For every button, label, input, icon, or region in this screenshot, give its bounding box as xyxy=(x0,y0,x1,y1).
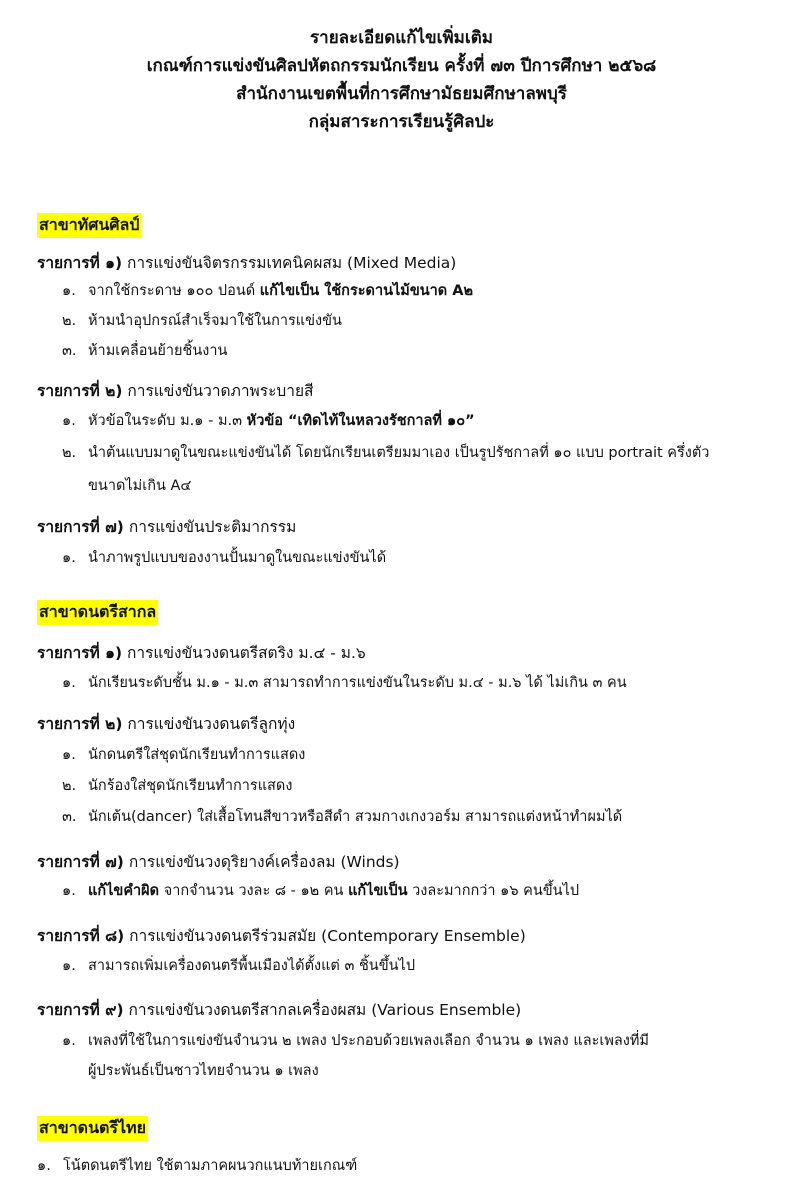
entry-title: การแข่งขันวงดนตรีสตริง ม.๔ - ม.๖ xyxy=(127,644,366,662)
item-text: สามารถเพิ่มเครื่องดนตรีพื้นเมืองได้ตั้งแต่ ๓ ชิ้นขึ้นไป xyxy=(88,958,416,974)
item-text: หัวข้อในระดับ ม.๑ - ม.๓ xyxy=(88,413,247,429)
entry-heading xyxy=(37,713,295,735)
title-line-1: รายละเอียดแก้ไขเพิ่มเติม xyxy=(310,28,493,48)
list-item xyxy=(62,280,473,302)
item-text: ห้ามนำอุปกรณ์สำเร็จมาใช้ในการแข่งขัน xyxy=(88,313,342,329)
item-number: ๑. xyxy=(62,747,76,763)
item-text: จากใช้กระดาษ ๑๐๐ ปอนด์ xyxy=(88,283,260,299)
list-item xyxy=(62,410,475,432)
item-text: วงละมากกว่า ๑๖ คนขึ้นไป xyxy=(407,883,580,899)
item-number: ๑. xyxy=(37,1158,51,1174)
title-line-2: เกณฑ์การแข่งขันศิลปหัตถกรรมนักเรียน ครั้งที่ ๗๓ ปีการศึกษา ๒๕๖๘ xyxy=(146,56,657,76)
item-number: ๑. xyxy=(62,958,76,974)
list-item xyxy=(37,1155,357,1177)
title-line-4: กลุ่มสาระการเรียนรู้ศิลปะ xyxy=(308,112,495,132)
item-emphasis: แก้ไขเป็น xyxy=(348,883,408,899)
entry-heading xyxy=(37,925,526,947)
item-text: นำภาพรูปแบบของงานปั้นมาดูในขณะแข่งขันได้ xyxy=(88,550,387,566)
list-item xyxy=(62,955,415,977)
list-item xyxy=(62,880,579,902)
item-text: นักร้องใส่ชุดนักเรียนทำการแสดง xyxy=(88,778,293,794)
item-number: ๒. xyxy=(62,313,77,329)
list-item xyxy=(62,672,627,694)
list-item xyxy=(62,744,305,766)
item-emphasis: แก้ไขคำผิด xyxy=(88,883,160,899)
entry-title: การแข่งขันวงดนตรีสากลเครื่องผสม (Various Ensemble) xyxy=(128,1001,522,1019)
entry-prefix: รายการที่ ๙) xyxy=(37,1001,124,1019)
entry-prefix: รายการที่ ๒) xyxy=(37,715,123,733)
list-item xyxy=(62,310,342,332)
item-text: นักเต้น(dancer) ใส่เสื้อโทนสีขาวหรือสีดำ สวมกางเกงวอร์ม สามารถแต่งหน้าทำผมได้ xyxy=(88,809,623,825)
item-number: ๑. xyxy=(62,283,76,299)
entry-heading xyxy=(37,642,366,664)
item-text: จากจำนวน วงละ ๘ - ๑๒ คน xyxy=(159,883,349,899)
item-text: โน้ตดนตรีไทย ใช้ตามภาคผนวกแนบท้ายเกณฑ์ xyxy=(63,1158,358,1174)
list-item xyxy=(62,442,709,464)
entry-heading xyxy=(37,252,456,274)
item-text: นำต้นแบบมาดูในขณะแข่งขันได้ โดยนักเรียนเตรียมมาเอง เป็นรูปรัชกาลที่ ๑๐ แบบ portrait ครึ่งตัว xyxy=(88,445,710,461)
item-emphasis: แก้ไขเป็น ใช้กระดานไม้ขนาด A๒ xyxy=(259,283,474,299)
entry-prefix: รายการที่ ๑) xyxy=(37,254,123,272)
item-number: ๑. xyxy=(62,883,76,899)
item-number: ๓. xyxy=(62,343,77,359)
item-continuation: ขนาดไม่เกิน A๔ xyxy=(88,478,192,494)
entry-heading xyxy=(37,380,314,402)
list-item xyxy=(62,1030,649,1052)
list-item xyxy=(62,775,292,797)
section-western-music: สาขาดนตรีสากล xyxy=(37,600,158,625)
item-number: ๑. xyxy=(62,550,76,566)
item-number: ๒. xyxy=(62,445,77,461)
entry-title: การแข่งขันวงดนตรีร่วมสมัย (Contemporary Ensemble) xyxy=(129,927,526,945)
list-item xyxy=(62,806,622,828)
entry-title: การแข่งขันวงดุริยางค์เครื่องลม (Winds) xyxy=(128,853,400,871)
entry-title: การแข่งขันประติมากรรม xyxy=(128,518,297,536)
entry-prefix: รายการที่ ๑) xyxy=(37,644,123,662)
entry-prefix: รายการที่ ๗) xyxy=(37,853,124,871)
item-emphasis: หัวข้อ “เทิดไท้ในหลวงรัชกาลที่ ๑๐” xyxy=(246,413,475,429)
item-text: เพลงที่ใช้ในการแข่งขันจำนวน ๒ เพลง ประกอบด้วยเพลงเลือก จำนวน ๑ เพลง และเพลงที่มี xyxy=(88,1033,649,1049)
item-number: ๑. xyxy=(62,1033,76,1049)
entry-title: การแข่งขันจิตรกรรมเทคนิคผสม (Mixed Media) xyxy=(127,254,457,272)
item-number: ๑. xyxy=(62,675,76,691)
list-item xyxy=(62,547,386,569)
item-text: นักเรียนระดับชั้น ม.๑ - ม.๓ สามารถทำการแข่งขันในระดับ ม.๔ - ม.๖ ได้ ไม่เกิน ๓ คน xyxy=(88,675,627,691)
section-visual-arts: สาขาทัศนศิลป์ xyxy=(37,213,141,238)
document-title xyxy=(0,24,803,136)
entry-title: การแข่งขันวาดภาพระบายสี xyxy=(127,382,314,400)
entry-prefix: รายการที่ ๒) xyxy=(37,382,123,400)
item-continuation: ผู้ประพันธ์เป็นชาวไทยจำนวน ๑ เพลง xyxy=(88,1063,319,1079)
entry-prefix: รายการที่ ๗) xyxy=(37,518,124,536)
entry-heading xyxy=(37,851,400,873)
item-number: ๓. xyxy=(62,809,77,825)
item-text: ห้ามเคลื่อนย้ายชิ้นงาน xyxy=(88,343,228,359)
entry-prefix: รายการที่ ๘) xyxy=(37,927,125,945)
entry-heading xyxy=(37,516,296,538)
entry-title: การแข่งขันวงดนตรีลูกทุ่ง xyxy=(127,715,296,733)
item-number: ๑. xyxy=(62,413,76,429)
list-item xyxy=(62,340,227,362)
title-line-3: สำนักงานเขตพื้นที่การศึกษามัธยมศึกษาลพบุรี xyxy=(236,84,567,104)
section-thai-music: สาขาดนตรีไทย xyxy=(37,1116,148,1141)
item-number: ๒. xyxy=(62,778,77,794)
entry-heading xyxy=(37,999,521,1021)
item-text: นักดนตรีใส่ชุดนักเรียนทำการแสดง xyxy=(88,747,306,763)
